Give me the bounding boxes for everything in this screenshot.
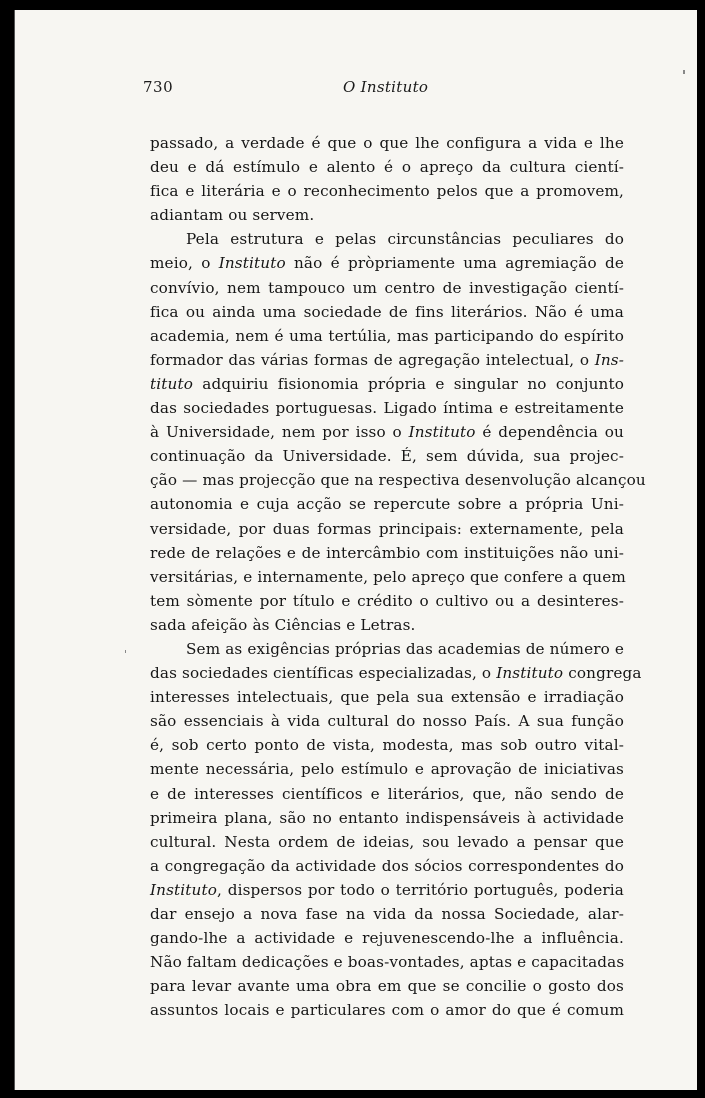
text-line: ção — mas projecção que na respectiva desenvolução alcançou	[150, 471, 646, 490]
text-line: cultural. Nesta ordem de ideias, sou levado a pensar que	[150, 832, 624, 851]
text-line: Sem as exigências próprias das academias de número e	[186, 639, 625, 658]
text-line: das sociedades portuguesas. Ligado íntima e estreitamente	[150, 399, 624, 418]
text-line: interesses intelectuais, que pela sua extensão e irradiação	[150, 688, 624, 707]
text-line: fica ou ainda uma sociedade de fins literários. Não é uma	[150, 302, 624, 321]
text-line: sada afeição às Ciências e Letras.	[150, 615, 416, 634]
text-line: à Universidade, nem por isso o Instituto é dependência ou	[150, 423, 624, 442]
text-line: autonomia e cuja acção se repercute sobre a própria Uni-	[150, 495, 624, 514]
page-header	[143, 78, 624, 102]
text-line: meio, o Instituto não é pròpriamente uma agremiação de	[150, 254, 624, 273]
text-line: tem sòmente por título e crédito o cultivo ou a desinteres-	[150, 591, 624, 610]
text-line: são essenciais à vida cultural do nosso País. A sua função	[150, 712, 624, 731]
text-line: é, sob certo ponto de vista, modesta, mas sob outro vital-	[150, 736, 624, 755]
text-line: convívio, nem tampouco um centro de investigação cientí-	[150, 278, 624, 297]
text-line: deu e dá estímulo e alento é o apreço da cultura cientí-	[150, 158, 624, 177]
text-line: Pela estrutura e pelas circunstâncias peculiares do	[186, 230, 624, 249]
text-line: versitárias, e internamente, pelo apreço que confere a quem	[150, 567, 626, 586]
text-line: a congregação da actividade dos sócios correspondentes do	[150, 856, 624, 875]
text-line: e de interesses científicos e literários, que, não sendo de	[150, 784, 624, 803]
text-line: adiantam ou servem.	[150, 206, 315, 225]
text-line: versidade, por duas formas principais: externamente, pela	[150, 519, 624, 538]
text-line: continuação da Universidade. É, sem dúvida, sua projec-	[150, 447, 624, 466]
text-line: das sociedades científicas especializadas, o Instituto congrega	[150, 664, 642, 683]
page-number: 730	[143, 78, 174, 96]
text-line: gando-lhe a actividade e rejuvenescendo-lhe a influência.	[150, 929, 624, 948]
text-line: tituto adquiriu fisionomia própria e singular no conjunto	[150, 374, 624, 393]
text-line: para levar avante uma obra em que se concilie o gosto dos	[150, 977, 624, 996]
text-line: fica e literária e o reconhecimento pelos que a promovem,	[150, 182, 624, 201]
text-line: assuntos locais e particulares com o amor do que é comum	[150, 1001, 624, 1020]
text-line: passado, a verdade é que o que lhe configura a vida e lhe	[150, 134, 624, 152]
text-line: dar ensejo a nova fase na vida da nossa Sociedade, alar-	[150, 905, 624, 923]
running-title: O Instituto	[343, 78, 429, 96]
margin-mark	[125, 650, 126, 653]
paragraph	[150, 227, 646, 637]
text-line: rede de relações e de intercâmbio com instituições não uni-	[150, 543, 624, 562]
margin-mark	[683, 70, 685, 74]
text-line: primeira plana, são no entanto indispensáveis à actividade	[150, 808, 624, 827]
paragraph	[150, 637, 642, 1023]
text-line: formador das várias formas de agregação intelectual, o Ins-	[150, 350, 624, 369]
text-line: mente necessária, pelo estímulo e aprovação de iniciativas	[150, 760, 624, 779]
text-line: academia, nem é uma tertúlia, mas participando do espírito	[150, 326, 624, 345]
paragraph	[150, 131, 624, 227]
text-line: Não faltam dedicações e boas-vontades, aptas e capacitadas	[150, 953, 625, 972]
text-line: Instituto, dispersos por todo o território português, poderia	[150, 880, 624, 899]
body-text	[150, 131, 646, 1022]
